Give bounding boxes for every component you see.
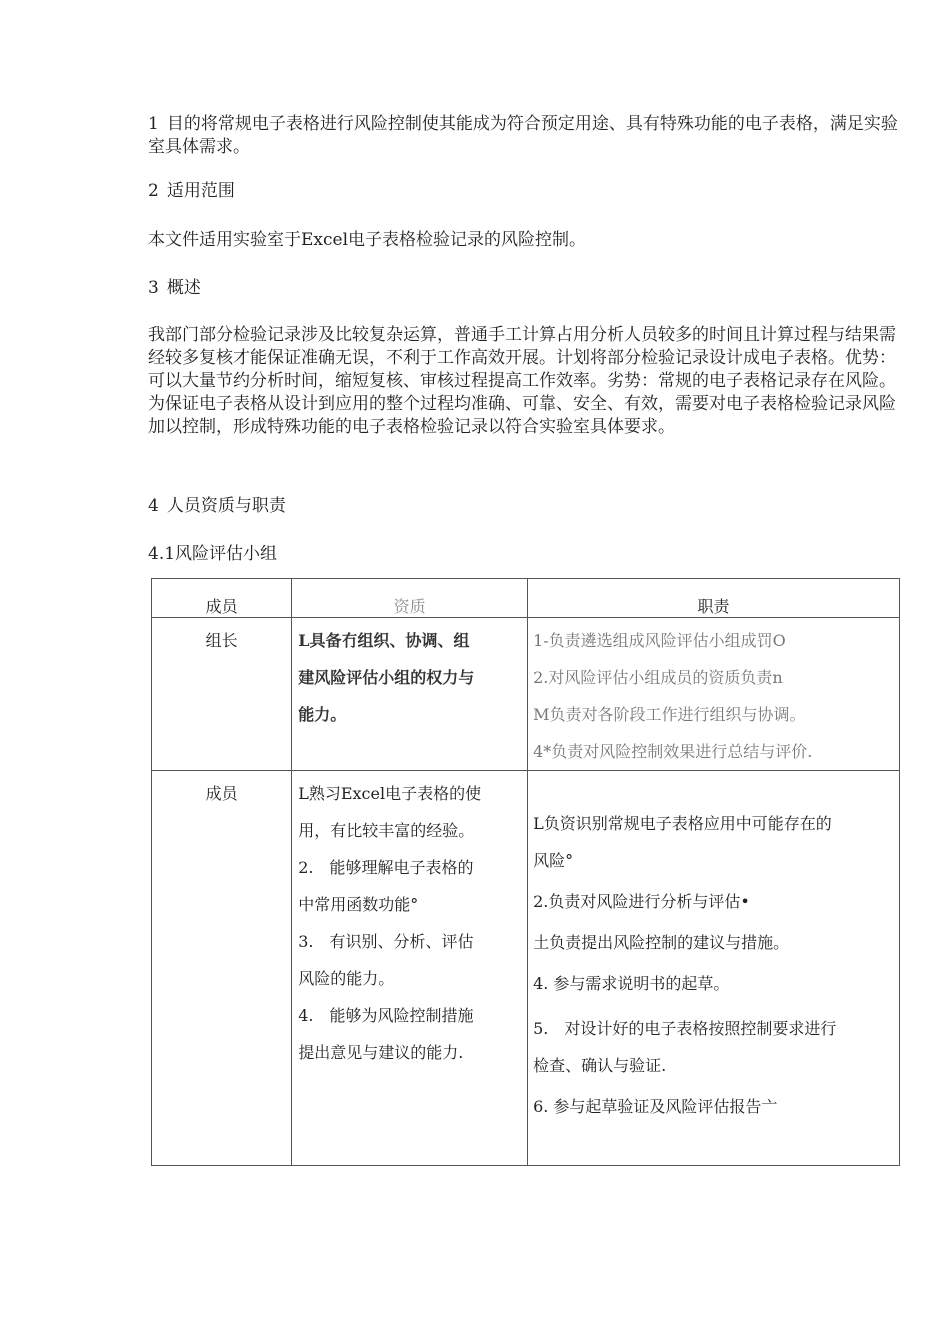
table-row bbox=[152, 771, 900, 1166]
header-member: 成员 bbox=[152, 579, 292, 618]
duty-line: 2.对风险评估小组成员的资质负责n bbox=[533, 668, 783, 687]
duty-line: 6. 参与起草验证及风险评估报告亠 bbox=[533, 1097, 778, 1116]
section-title: 概述 bbox=[166, 278, 201, 298]
section-number: 4 bbox=[148, 496, 159, 516]
section-number: 2 bbox=[148, 181, 159, 201]
section-number: 3 bbox=[148, 278, 159, 298]
qualification-line: 能力。 bbox=[298, 705, 347, 724]
duty-line: L负资识别常规电子表格应用中可能存在的 bbox=[533, 814, 832, 833]
qualification-cell bbox=[292, 618, 528, 771]
qualification-line: 中常用函数功能° bbox=[298, 895, 419, 914]
duties-cell bbox=[528, 771, 900, 1166]
section-4-heading bbox=[148, 495, 900, 518]
qualification-line: 2. 能够理解电子表格的 bbox=[298, 858, 474, 877]
table-header-row bbox=[152, 579, 900, 618]
qualification-cell bbox=[292, 771, 528, 1166]
qualification-line: L熟习Excel电子表格的使 bbox=[298, 784, 482, 803]
section-3-body: 我部门部分检验记录涉及比较复杂运算，普通手工计算占用分析人员较多的时间且计算过程与结果需经较多复核才能保证准确无误，不利于工作高效开展。计划将部分检验记录设计成电子表格。优势：可以大量节约分析时间，缩短复核、审核过程提高工作效率。劣势：常规的电子表格记录存在风险。为保证电子表格从设计到应用的整个过程均准确、可靠、安全、有效，需要对电子表格检验记录风险加以控制，形成特殊功能的电子表格检验记录以符合实验室具体要求。 bbox=[148, 325, 896, 437]
section-title: 人员资质与职责 bbox=[166, 496, 286, 516]
risk-team-table bbox=[151, 578, 900, 1166]
section-title: 适用范围 bbox=[166, 181, 235, 201]
duty-line: M负责对各阶段工作进行组织与协调。 bbox=[533, 705, 806, 724]
section-4-1-heading: 4.1风险评估小组 bbox=[148, 544, 278, 564]
role-cell: 成员 bbox=[152, 771, 292, 1166]
qualification-line: 用，有比较丰富的经验。 bbox=[298, 821, 475, 840]
qualification-line: 3. 有识别、分析、评估 bbox=[298, 932, 474, 951]
header-qualification: 资质 bbox=[292, 579, 528, 618]
section-2-body: 本文件适用实验室于Excel电子表格检验记录的风险控制。 bbox=[148, 230, 587, 250]
section-text: 目的将常规电子表格进行风险控制使其能成为符合预定用途、具有特殊功能的电子表格，满足实验室具体需求。 bbox=[148, 114, 898, 157]
qualification-line: 建风险评估小组的权力与 bbox=[298, 668, 475, 687]
duties-cell bbox=[528, 618, 900, 771]
section-1-purpose bbox=[148, 113, 900, 159]
duty-line: 土负责提出风险控制的建议与措施。 bbox=[533, 933, 790, 952]
duty-line: 4. 参与需求说明书的起草。 bbox=[533, 974, 730, 993]
section-3-heading bbox=[148, 277, 900, 300]
role-cell: 组长 bbox=[152, 618, 292, 771]
duty-line: 风险° bbox=[533, 851, 574, 870]
duty-line: 4*负责对风险控制效果进行总结与评价. bbox=[533, 742, 813, 761]
duty-line: 5. 对设计好的电子表格按照控制要求进行 bbox=[533, 1019, 837, 1038]
section-2-heading bbox=[148, 180, 900, 203]
duty-line: 1-负责遴选组成风险评估小组成罚O bbox=[533, 631, 786, 650]
qualification-line: 提出意见与建议的能力. bbox=[298, 1043, 464, 1062]
duty-line: 检查、确认与验证. bbox=[533, 1056, 667, 1075]
qualification-line: L具备冇组织、协调、组 bbox=[298, 631, 470, 650]
duty-line: 2.负责对风险进行分析与评估• bbox=[533, 892, 750, 911]
qualification-line: 风险的能力。 bbox=[298, 969, 395, 988]
section-number: 1 bbox=[148, 114, 159, 134]
qualification-line: 4. 能够为风险控制措施 bbox=[298, 1006, 474, 1025]
table-row bbox=[152, 618, 900, 771]
header-duties: 职责 bbox=[528, 579, 900, 618]
